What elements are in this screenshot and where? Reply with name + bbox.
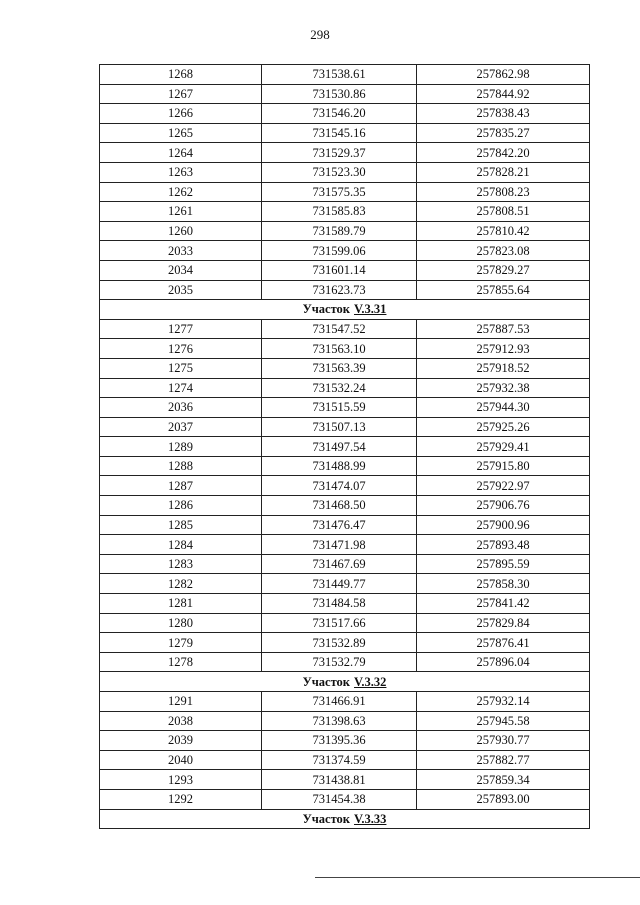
point-number-cell: 1292 — [100, 789, 262, 809]
table-row — [100, 280, 590, 300]
point-number-cell: 1281 — [100, 594, 262, 614]
x-coordinate-cell: 731563.10 — [262, 339, 417, 359]
point-number-cell: 2037 — [100, 417, 262, 437]
y-coordinate-cell: 257876.41 — [417, 633, 590, 653]
x-coordinate-cell: 731374.59 — [262, 750, 417, 770]
x-coordinate-cell: 731467.69 — [262, 554, 417, 574]
x-coordinate-cell: 731484.58 — [262, 594, 417, 614]
table-row — [100, 241, 590, 261]
table-row — [100, 84, 590, 104]
x-coordinate-cell: 731517.66 — [262, 613, 417, 633]
coordinates-table-body — [100, 65, 590, 829]
table-row — [100, 535, 590, 555]
table-row — [100, 613, 590, 633]
x-coordinate-cell: 731623.73 — [262, 280, 417, 300]
y-coordinate-cell: 257810.42 — [417, 221, 590, 241]
point-number-cell: 1267 — [100, 84, 262, 104]
table-row — [100, 162, 590, 182]
y-coordinate-cell: 257918.52 — [417, 358, 590, 378]
x-coordinate-cell: 731395.36 — [262, 731, 417, 751]
y-coordinate-cell: 257893.48 — [417, 535, 590, 555]
y-coordinate-cell: 257915.80 — [417, 456, 590, 476]
table-row — [100, 692, 590, 712]
x-coordinate-cell: 731575.35 — [262, 182, 417, 202]
point-number-cell: 1262 — [100, 182, 262, 202]
x-coordinate-cell: 731585.83 — [262, 202, 417, 222]
section-label: Участок — [302, 811, 351, 826]
y-coordinate-cell: 257808.23 — [417, 182, 590, 202]
table-row — [100, 358, 590, 378]
x-coordinate-cell: 731538.61 — [262, 65, 417, 85]
point-number-cell: 1278 — [100, 652, 262, 672]
point-number-cell: 1261 — [100, 202, 262, 222]
section-header-row — [100, 300, 590, 320]
x-coordinate-cell: 731488.99 — [262, 456, 417, 476]
y-coordinate-cell: 257823.08 — [417, 241, 590, 261]
x-coordinate-cell: 731563.39 — [262, 358, 417, 378]
y-coordinate-cell: 257896.04 — [417, 652, 590, 672]
table-row — [100, 594, 590, 614]
table-row — [100, 652, 590, 672]
section-id: V.3.32 — [354, 674, 387, 689]
section-header-row — [100, 672, 590, 692]
table-row — [100, 554, 590, 574]
table-row — [100, 417, 590, 437]
point-number-cell: 1266 — [100, 104, 262, 124]
table-row — [100, 182, 590, 202]
y-coordinate-cell: 257932.14 — [417, 692, 590, 712]
y-coordinate-cell: 257855.64 — [417, 280, 590, 300]
x-coordinate-cell: 731466.91 — [262, 692, 417, 712]
x-coordinate-cell: 731497.54 — [262, 437, 417, 457]
table-row — [100, 104, 590, 124]
x-coordinate-cell: 731474.07 — [262, 476, 417, 496]
x-coordinate-cell: 731523.30 — [262, 162, 417, 182]
footer-divider — [315, 877, 640, 878]
x-coordinate-cell: 731532.89 — [262, 633, 417, 653]
y-coordinate-cell: 257895.59 — [417, 554, 590, 574]
section-label: Участок — [302, 302, 351, 317]
point-number-cell: 2034 — [100, 260, 262, 280]
table-row — [100, 202, 590, 222]
x-coordinate-cell: 731532.79 — [262, 652, 417, 672]
y-coordinate-cell: 257841.42 — [417, 594, 590, 614]
table-row — [100, 456, 590, 476]
point-number-cell: 1260 — [100, 221, 262, 241]
table-row — [100, 476, 590, 496]
table-row — [100, 770, 590, 790]
x-coordinate-cell: 731589.79 — [262, 221, 417, 241]
point-number-cell: 1286 — [100, 496, 262, 516]
point-number-cell: 1276 — [100, 339, 262, 359]
point-number-cell: 1263 — [100, 162, 262, 182]
point-number-cell: 1291 — [100, 692, 262, 712]
table-row — [100, 260, 590, 280]
x-coordinate-cell: 731546.20 — [262, 104, 417, 124]
point-number-cell: 1282 — [100, 574, 262, 594]
point-number-cell: 2033 — [100, 241, 262, 261]
section-header — [100, 809, 590, 829]
table-row — [100, 65, 590, 85]
y-coordinate-cell: 257930.77 — [417, 731, 590, 751]
x-coordinate-cell: 731507.13 — [262, 417, 417, 437]
point-number-cell: 1279 — [100, 633, 262, 653]
y-coordinate-cell: 257906.76 — [417, 496, 590, 516]
section-header — [100, 300, 590, 320]
table-row — [100, 319, 590, 339]
x-coordinate-cell: 731468.50 — [262, 496, 417, 516]
table-row — [100, 123, 590, 143]
table-row — [100, 574, 590, 594]
point-number-cell: 1284 — [100, 535, 262, 555]
y-coordinate-cell: 257945.58 — [417, 711, 590, 731]
y-coordinate-cell: 257944.30 — [417, 398, 590, 418]
x-coordinate-cell: 731601.14 — [262, 260, 417, 280]
point-number-cell: 2036 — [100, 398, 262, 418]
y-coordinate-cell: 257912.93 — [417, 339, 590, 359]
point-number-cell: 1283 — [100, 554, 262, 574]
table-row — [100, 378, 590, 398]
y-coordinate-cell: 257859.34 — [417, 770, 590, 790]
x-coordinate-cell: 731529.37 — [262, 143, 417, 163]
section-label: Участок — [302, 674, 351, 689]
table-row — [100, 339, 590, 359]
y-coordinate-cell: 257835.27 — [417, 123, 590, 143]
table-row — [100, 633, 590, 653]
table-row — [100, 398, 590, 418]
point-number-cell: 1289 — [100, 437, 262, 457]
point-number-cell: 1277 — [100, 319, 262, 339]
y-coordinate-cell: 257828.21 — [417, 162, 590, 182]
point-number-cell: 2039 — [100, 731, 262, 751]
section-header — [100, 672, 590, 692]
point-number-cell: 1275 — [100, 358, 262, 378]
y-coordinate-cell: 257838.43 — [417, 104, 590, 124]
page-number: 298 — [310, 27, 330, 42]
x-coordinate-cell: 731476.47 — [262, 515, 417, 535]
section-id: V.3.33 — [354, 811, 387, 826]
y-coordinate-cell: 257842.20 — [417, 143, 590, 163]
point-number-cell: 1293 — [100, 770, 262, 790]
y-coordinate-cell: 257829.27 — [417, 260, 590, 280]
y-coordinate-cell: 257808.51 — [417, 202, 590, 222]
point-number-cell: 1280 — [100, 613, 262, 633]
table-row — [100, 437, 590, 457]
y-coordinate-cell: 257925.26 — [417, 417, 590, 437]
point-number-cell: 1287 — [100, 476, 262, 496]
x-coordinate-cell: 731454.38 — [262, 789, 417, 809]
table-row — [100, 750, 590, 770]
point-number-cell: 2038 — [100, 711, 262, 731]
table-row — [100, 515, 590, 535]
x-coordinate-cell: 731438.81 — [262, 770, 417, 790]
x-coordinate-cell: 731515.59 — [262, 398, 417, 418]
point-number-cell: 2035 — [100, 280, 262, 300]
point-number-cell: 1265 — [100, 123, 262, 143]
y-coordinate-cell: 257844.92 — [417, 84, 590, 104]
y-coordinate-cell: 257882.77 — [417, 750, 590, 770]
table-row — [100, 789, 590, 809]
point-number-cell: 2040 — [100, 750, 262, 770]
x-coordinate-cell: 731532.24 — [262, 378, 417, 398]
table-row — [100, 711, 590, 731]
table-row — [100, 731, 590, 751]
point-number-cell: 1288 — [100, 456, 262, 476]
section-header-row — [100, 809, 590, 829]
y-coordinate-cell: 257932.38 — [417, 378, 590, 398]
x-coordinate-cell: 731398.63 — [262, 711, 417, 731]
point-number-cell: 1268 — [100, 65, 262, 85]
point-number-cell: 1285 — [100, 515, 262, 535]
y-coordinate-cell: 257829.84 — [417, 613, 590, 633]
y-coordinate-cell: 257858.30 — [417, 574, 590, 594]
x-coordinate-cell: 731545.16 — [262, 123, 417, 143]
section-id: V.3.31 — [354, 302, 387, 317]
x-coordinate-cell: 731449.77 — [262, 574, 417, 594]
table-row — [100, 143, 590, 163]
y-coordinate-cell: 257893.00 — [417, 789, 590, 809]
y-coordinate-cell: 257929.41 — [417, 437, 590, 457]
y-coordinate-cell: 257922.97 — [417, 476, 590, 496]
y-coordinate-cell: 257887.53 — [417, 319, 590, 339]
point-number-cell: 1264 — [100, 143, 262, 163]
y-coordinate-cell: 257862.98 — [417, 65, 590, 85]
coordinates-table — [99, 64, 590, 829]
table-row — [100, 496, 590, 516]
x-coordinate-cell: 731599.06 — [262, 241, 417, 261]
x-coordinate-cell: 731547.52 — [262, 319, 417, 339]
x-coordinate-cell: 731530.86 — [262, 84, 417, 104]
y-coordinate-cell: 257900.96 — [417, 515, 590, 535]
x-coordinate-cell: 731471.98 — [262, 535, 417, 555]
point-number-cell: 1274 — [100, 378, 262, 398]
table-row — [100, 221, 590, 241]
